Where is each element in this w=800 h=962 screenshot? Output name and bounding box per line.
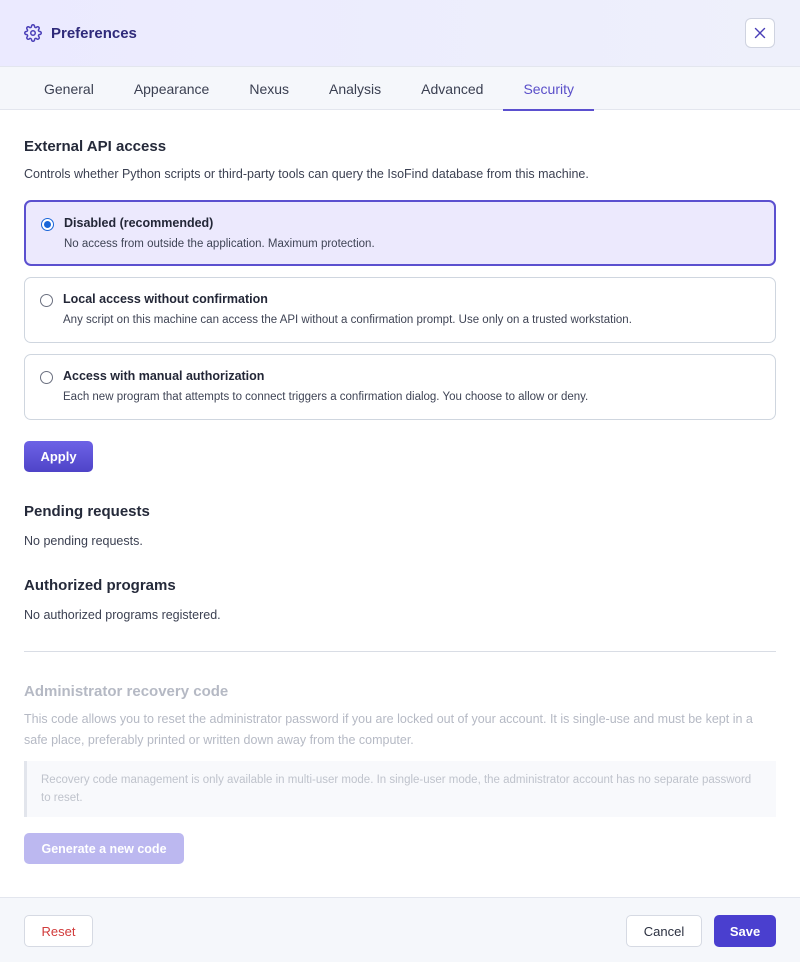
option-title: Disabled (recommended) <box>64 216 214 230</box>
cancel-button[interactable]: Cancel <box>626 915 702 947</box>
radio-manual-authorization[interactable] <box>40 371 53 384</box>
api-access-description: Controls whether Python scripts or third-party tools can query the IsoFind database from this machine. <box>24 167 589 181</box>
authorized-programs-title: Authorized programs <box>24 577 176 594</box>
radio-local-access[interactable] <box>40 294 53 307</box>
tab-nexus[interactable]: Nexus <box>249 80 290 97</box>
tab-advanced[interactable]: Advanced <box>421 80 484 97</box>
option-title: Access with manual authorization <box>63 369 265 383</box>
option-description: No access from outside the application. Maximum protection. <box>64 238 375 250</box>
option-manual-authorization[interactable] <box>24 354 776 420</box>
option-title: Local access without confirmation <box>63 292 268 306</box>
save-button[interactable]: Save <box>714 915 776 947</box>
pending-requests-empty: No pending requests. <box>24 534 143 548</box>
tab-bar <box>0 67 800 110</box>
tab-security[interactable]: Security <box>503 67 594 110</box>
dialog-title: Preferences <box>51 24 137 42</box>
dialog-footer <box>0 897 800 962</box>
close-icon <box>754 27 766 39</box>
tab-appearance[interactable]: Appearance <box>133 80 210 97</box>
section-divider <box>24 651 776 652</box>
pending-requests-title: Pending requests <box>24 503 150 520</box>
option-local-access[interactable] <box>24 277 776 343</box>
authorized-programs-empty: No authorized programs registered. <box>24 608 221 622</box>
tab-analysis[interactable]: Analysis <box>329 80 382 97</box>
gear-icon <box>24 24 42 42</box>
radio-disabled[interactable] <box>41 218 54 231</box>
recovery-code-title: Administrator recovery code <box>24 683 229 700</box>
option-description: Each new program that attempts to connect triggers a confirmation dialog. You choose to allow or deny. <box>63 391 589 403</box>
option-disabled[interactable] <box>24 200 776 266</box>
recovery-code-note: Recovery code management is only available in multi-user mode. In single-user mode, the administrator account has no separate password to reset. <box>24 761 776 817</box>
reset-button[interactable]: Reset <box>24 915 93 947</box>
dialog-header <box>0 0 800 67</box>
close-button[interactable] <box>745 18 775 48</box>
option-description: Any script on this machine can access the API without a confirmation prompt. Use only on a trusted workstation. <box>63 314 632 326</box>
tab-general[interactable]: General <box>44 80 94 97</box>
api-access-title: External API access <box>24 138 167 155</box>
recovery-code-description: This code allows you to reset the administrator password if you are locked out of your account. It is single-use and must be kept in a safe place, preferably printed or written down away from the computer. <box>24 712 753 747</box>
generate-code-button: Generate a new code <box>24 833 184 864</box>
security-panel <box>0 138 800 864</box>
apply-button[interactable]: Apply <box>24 441 93 472</box>
